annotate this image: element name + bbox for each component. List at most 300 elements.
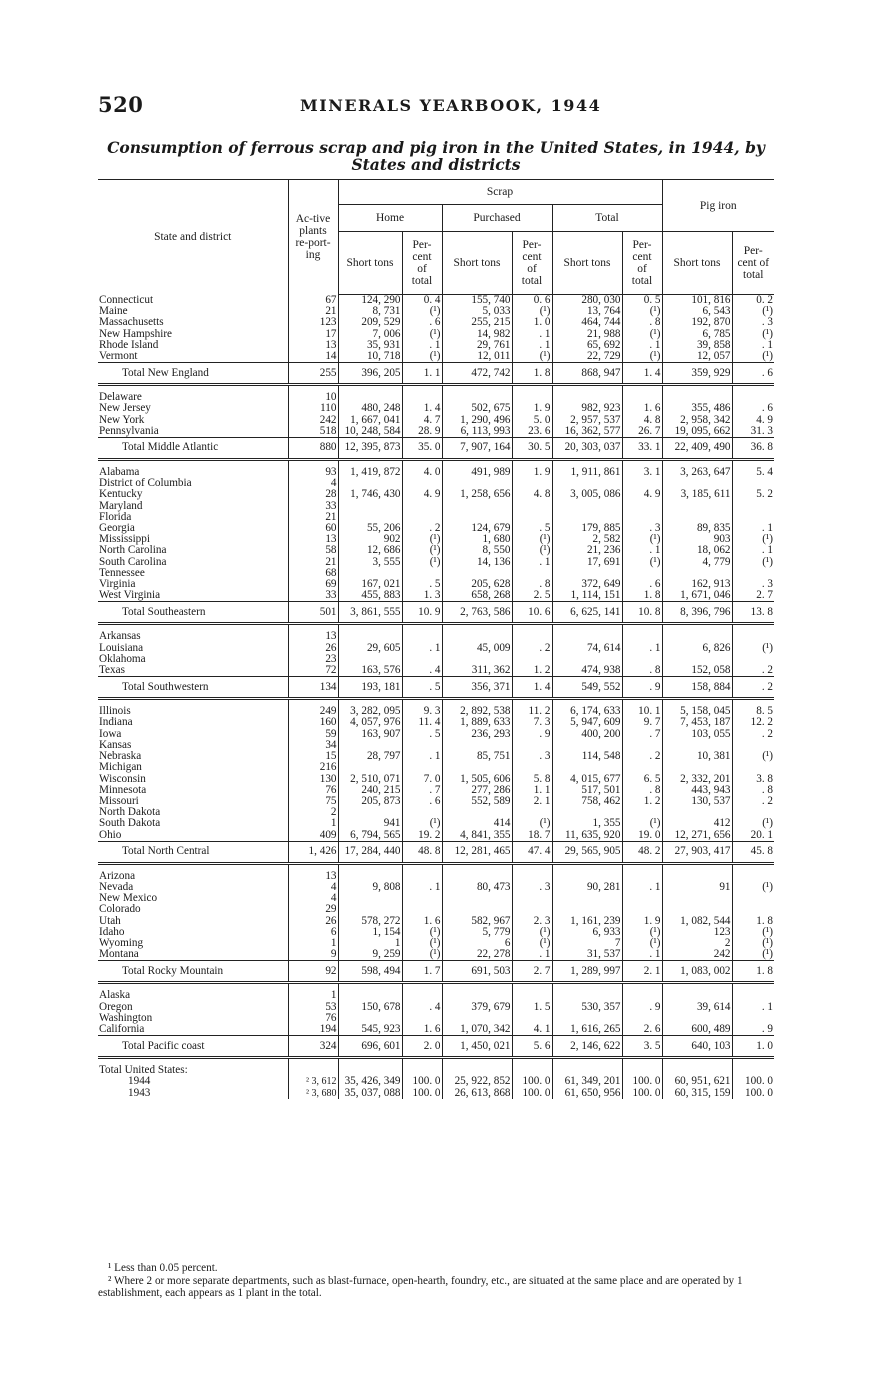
cell-pur-p: 100. 0 bbox=[512, 1076, 552, 1087]
cell-plants: 13 bbox=[288, 340, 338, 351]
cell-pur-p: (¹) bbox=[512, 534, 552, 545]
cell-tot-t: 372, 649 bbox=[552, 579, 622, 590]
cell-pur-p: 4. 8 bbox=[512, 489, 552, 500]
cell-pig-p: 4. 9 bbox=[732, 415, 774, 426]
col-pig-iron: Pig iron bbox=[662, 180, 774, 232]
cell-pig-t bbox=[662, 904, 732, 915]
cell-tot-p: . 2 bbox=[622, 751, 662, 762]
cell-home-p: . 4 bbox=[402, 1002, 442, 1013]
row-name: West Virginia bbox=[99, 590, 161, 602]
cell-home-p: . 5 bbox=[402, 729, 442, 740]
cell-tot-t: 11, 635, 920 bbox=[552, 830, 622, 842]
cell-pig-t: 640, 103 bbox=[662, 1036, 732, 1058]
cell-pig-p: 1. 8 bbox=[732, 961, 774, 983]
cell-tot-p: 1. 6 bbox=[622, 403, 662, 414]
row-name: Kentucky bbox=[99, 489, 143, 501]
cell-tot-t bbox=[552, 904, 622, 915]
cell-pig-p: . 1 bbox=[732, 523, 774, 534]
cell-home-p: 1. 6 bbox=[402, 916, 442, 927]
cell-pur-t: 22, 278 bbox=[442, 949, 512, 961]
cell-pig-t: 10, 381 bbox=[662, 751, 732, 762]
cell-pig-t: 903 bbox=[662, 534, 732, 545]
cell-pig-p: . 6 bbox=[732, 403, 774, 414]
cell-pur-t: 356, 371 bbox=[442, 677, 512, 699]
cell-home-t: 396, 205 bbox=[338, 363, 402, 385]
cell-tot-p: (¹) bbox=[622, 534, 662, 545]
cell-pig-t: 158, 884 bbox=[662, 677, 732, 699]
cell-pur-t: 1, 258, 656 bbox=[442, 489, 512, 500]
cell-tot-t: 6, 933 bbox=[552, 927, 622, 938]
row-name: 1944 bbox=[128, 1076, 151, 1088]
cell-tot-t: 280, 030 bbox=[552, 295, 622, 307]
row-name: Indiana bbox=[99, 717, 133, 729]
page-number: 520 bbox=[98, 92, 144, 117]
cell-home-p bbox=[402, 904, 442, 915]
cell-tot-p bbox=[622, 893, 662, 904]
cell-pur-t: 1, 450, 021 bbox=[442, 1036, 512, 1058]
cell-pig-p bbox=[732, 631, 774, 642]
cell-pig-p: . 3 bbox=[732, 579, 774, 590]
cell-home-p bbox=[402, 893, 442, 904]
cell-home-p: (¹) bbox=[402, 927, 442, 938]
cell-pur-t: 80, 473 bbox=[442, 882, 512, 893]
cell-home-t: 209, 529 bbox=[338, 317, 402, 328]
cell-pig-t: 2, 332, 201 bbox=[662, 774, 732, 785]
cell-tot-t: 22, 729 bbox=[552, 351, 622, 363]
table-row bbox=[98, 1024, 774, 1036]
cell-home-p: . 1 bbox=[402, 882, 442, 893]
cell-plants: 10 bbox=[288, 392, 338, 403]
cell-home-t: 150, 678 bbox=[338, 1002, 402, 1013]
cell-pig-p bbox=[732, 990, 774, 1001]
cell-pur-p: 2. 3 bbox=[512, 916, 552, 927]
row-name: Total United States: bbox=[99, 1065, 188, 1077]
cell-pur-t: 1, 889, 633 bbox=[442, 717, 512, 728]
row-name: Wisconsin bbox=[99, 773, 146, 785]
table-row bbox=[98, 830, 774, 842]
table-row bbox=[98, 990, 774, 1001]
row-name: North Carolina bbox=[99, 545, 167, 557]
cell-pig-t bbox=[662, 631, 732, 642]
cell-plants: 13 bbox=[288, 631, 338, 642]
cell-plants: 110 bbox=[288, 403, 338, 414]
cell-pur-t: 6, 113, 993 bbox=[442, 426, 512, 438]
cell-pig-p: 1. 0 bbox=[732, 1036, 774, 1058]
cell-home-t bbox=[338, 501, 402, 512]
row-name: 1943 bbox=[128, 1087, 151, 1099]
cell-pur-t: 85, 751 bbox=[442, 751, 512, 762]
cell-pig-p: (¹) bbox=[732, 351, 774, 363]
cell-pig-t: 22, 409, 490 bbox=[662, 438, 732, 460]
cell-pur-t: 26, 613, 868 bbox=[442, 1088, 512, 1099]
cell-home-p: 4. 0 bbox=[402, 467, 442, 478]
cell-tot-t: 5, 947, 609 bbox=[552, 717, 622, 728]
cell-plants: 59 bbox=[288, 729, 338, 740]
cell-pur-t: 155, 740 bbox=[442, 295, 512, 307]
cell-pig-p: 5. 2 bbox=[732, 489, 774, 500]
cell-pur-p: . 1 bbox=[512, 557, 552, 568]
cell-pur-p bbox=[512, 990, 552, 1001]
cell-pig-p: 13. 8 bbox=[732, 602, 774, 624]
cell-pur-t bbox=[442, 990, 512, 1001]
cell-tot-t: 13, 764 bbox=[552, 306, 622, 317]
cell-plants: 21 bbox=[288, 512, 338, 523]
running-title: MINERALS YEARBOOK, 1944 bbox=[300, 96, 602, 115]
cell-pig-t: 2, 958, 342 bbox=[662, 415, 732, 426]
cell-pig-p: 8. 5 bbox=[732, 706, 774, 717]
cell-tot-p: (¹) bbox=[622, 557, 662, 568]
cell-home-p bbox=[402, 631, 442, 642]
cell-plants: 58 bbox=[288, 545, 338, 556]
cell-home-p: 1. 1 bbox=[402, 363, 442, 385]
cell-pig-t: 192, 870 bbox=[662, 317, 732, 328]
cell-plants: 9 bbox=[288, 949, 338, 961]
cell-home-t: 35, 931 bbox=[338, 340, 402, 351]
cell-home-p bbox=[402, 762, 442, 773]
cell-pur-p: . 3 bbox=[512, 751, 552, 762]
cell-home-p: . 1 bbox=[402, 643, 442, 654]
cell-tot-t: 2, 582 bbox=[552, 534, 622, 545]
cell-pig-p: (¹) bbox=[732, 329, 774, 340]
cell-plants: 194 bbox=[288, 1024, 338, 1036]
cell-tot-t: 549, 552 bbox=[552, 677, 622, 699]
cell-home-p: 100. 0 bbox=[402, 1076, 442, 1087]
cell-plants: 4 bbox=[288, 893, 338, 904]
cell-pig-t: 152, 058 bbox=[662, 665, 732, 677]
cell-pig-p: (¹) bbox=[732, 534, 774, 545]
cell-pig-t: 3, 263, 647 bbox=[662, 467, 732, 478]
cell-pur-t bbox=[442, 631, 512, 642]
cell-plants: 75 bbox=[288, 796, 338, 807]
cell-plants bbox=[288, 1065, 338, 1076]
row-name: Wyoming bbox=[99, 937, 144, 949]
footnote-1: ¹ Less than 0.05 percent. bbox=[108, 1262, 218, 1274]
cell-tot-t: 90, 281 bbox=[552, 882, 622, 893]
cell-pur-t: 12, 011 bbox=[442, 351, 512, 363]
cell-plants: 68 bbox=[288, 568, 338, 579]
cell-tot-p: . 8 bbox=[622, 317, 662, 328]
cell-pur-t: 6 bbox=[442, 938, 512, 949]
cell-pig-t: 123 bbox=[662, 927, 732, 938]
cell-tot-t: 2, 957, 537 bbox=[552, 415, 622, 426]
cell-plants: 518 bbox=[288, 426, 338, 438]
row-name: Arizona bbox=[99, 870, 136, 882]
cell-pig-t: 60, 951, 621 bbox=[662, 1076, 732, 1087]
cell-pig-p: . 9 bbox=[732, 1024, 774, 1036]
cell-plants: 33 bbox=[288, 501, 338, 512]
col-pig-percent: Per-cent of total bbox=[732, 232, 774, 295]
cell-pur-p: 2. 5 bbox=[512, 590, 552, 602]
cell-tot-p: 10. 8 bbox=[622, 602, 662, 624]
col-pig-short-tons: Short tons bbox=[662, 232, 732, 295]
cell-pur-p: 47. 4 bbox=[512, 841, 552, 863]
cell-pig-t bbox=[662, 893, 732, 904]
row-name: Total Southwestern bbox=[98, 677, 288, 699]
cell-pig-t: 2 bbox=[662, 938, 732, 949]
cell-home-p: 48. 8 bbox=[402, 841, 442, 863]
row-name: Iowa bbox=[99, 728, 122, 740]
cell-pur-p: 1. 1 bbox=[512, 785, 552, 796]
row-name: South Dakota bbox=[99, 818, 161, 830]
cell-home-p: . 1 bbox=[402, 751, 442, 762]
cell-pur-t: 472, 742 bbox=[442, 363, 512, 385]
cell-home-t: 10, 718 bbox=[338, 351, 402, 363]
table-row bbox=[98, 762, 774, 773]
cell-home-p: . 6 bbox=[402, 317, 442, 328]
cell-tot-p: 26. 7 bbox=[622, 426, 662, 438]
cell-home-p: (¹) bbox=[402, 351, 442, 363]
cell-pig-t: 91 bbox=[662, 882, 732, 893]
cell-plants: 324 bbox=[288, 1036, 338, 1058]
cell-home-p: 19. 2 bbox=[402, 830, 442, 842]
cell-home-t: 29, 605 bbox=[338, 643, 402, 654]
row-name: Tennessee bbox=[99, 567, 145, 579]
row-name: Total New England bbox=[98, 363, 288, 385]
total-row bbox=[98, 363, 774, 385]
cell-tot-p: 9. 7 bbox=[622, 717, 662, 728]
row-name: Georgia bbox=[99, 523, 135, 535]
cell-pig-t: 5, 158, 045 bbox=[662, 706, 732, 717]
total-row bbox=[98, 841, 774, 863]
cell-tot-p: . 1 bbox=[622, 545, 662, 556]
table-row bbox=[98, 882, 774, 893]
cell-pig-t: 162, 913 bbox=[662, 579, 732, 590]
cell-pur-p: . 3 bbox=[512, 882, 552, 893]
cell-pig-p: 1. 8 bbox=[732, 916, 774, 927]
cell-tot-p: . 3 bbox=[622, 523, 662, 534]
cell-pig-p: 3. 8 bbox=[732, 774, 774, 785]
cell-pig-p bbox=[732, 762, 774, 773]
cell-pig-p bbox=[732, 904, 774, 915]
cell-home-p: 4. 9 bbox=[402, 489, 442, 500]
cell-tot-p: . 7 bbox=[622, 729, 662, 740]
cell-home-p: (¹) bbox=[402, 306, 442, 317]
cell-pur-p: (¹) bbox=[512, 818, 552, 829]
total-row bbox=[98, 1036, 774, 1058]
cell-home-t: 167, 021 bbox=[338, 579, 402, 590]
cell-pur-p: 2. 1 bbox=[512, 796, 552, 807]
table-row bbox=[98, 557, 774, 568]
cell-pig-p: (¹) bbox=[732, 557, 774, 568]
cell-pur-p: 5. 6 bbox=[512, 1036, 552, 1058]
cell-plants: 409 bbox=[288, 830, 338, 842]
cell-pig-t: 7, 453, 187 bbox=[662, 717, 732, 728]
cell-home-t: 12, 686 bbox=[338, 545, 402, 556]
cell-pur-t: 8, 550 bbox=[442, 545, 512, 556]
cell-pig-p: (¹) bbox=[732, 927, 774, 938]
cell-home-p bbox=[402, 501, 442, 512]
spacer-row bbox=[98, 1058, 774, 1066]
cell-home-p: (¹) bbox=[402, 938, 442, 949]
cell-pur-p: (¹) bbox=[512, 927, 552, 938]
cell-pur-t: 205, 628 bbox=[442, 579, 512, 590]
cell-pur-t: 2, 892, 538 bbox=[442, 706, 512, 717]
cell-pig-t: 1, 671, 046 bbox=[662, 590, 732, 602]
cell-pig-p: . 1 bbox=[732, 340, 774, 351]
cell-tot-t: 1, 289, 997 bbox=[552, 961, 622, 983]
table-row bbox=[98, 904, 774, 915]
cell-pur-t: 658, 268 bbox=[442, 590, 512, 602]
cell-pur-t: 2, 763, 586 bbox=[442, 602, 512, 624]
cell-tot-t bbox=[552, 631, 622, 642]
cell-pig-t: 1, 082, 544 bbox=[662, 916, 732, 927]
cell-tot-t: 21, 236 bbox=[552, 545, 622, 556]
table-row bbox=[98, 351, 774, 363]
spacer-row bbox=[98, 983, 774, 991]
cell-home-p: (¹) bbox=[402, 949, 442, 961]
cell-tot-t: 6, 625, 141 bbox=[552, 602, 622, 624]
row-name: South Carolina bbox=[99, 556, 167, 568]
cell-pig-t: 6, 543 bbox=[662, 306, 732, 317]
cell-pur-t: 14, 982 bbox=[442, 329, 512, 340]
cell-home-t: 8, 731 bbox=[338, 306, 402, 317]
cell-plants: 13 bbox=[288, 534, 338, 545]
table-row bbox=[98, 796, 774, 807]
cell-tot-p: 19. 0 bbox=[622, 830, 662, 842]
cell-home-t: 1 bbox=[338, 938, 402, 949]
cell-tot-p: . 1 bbox=[622, 643, 662, 654]
col-purchased-percent: Per-cent of total bbox=[512, 232, 552, 295]
cell-plants: 1, 426 bbox=[288, 841, 338, 863]
cell-pur-p: . 5 bbox=[512, 523, 552, 534]
col-home: Home bbox=[338, 205, 442, 232]
table-row bbox=[98, 467, 774, 478]
table-row bbox=[98, 403, 774, 414]
table-row bbox=[98, 489, 774, 500]
cell-plants: 76 bbox=[288, 1013, 338, 1024]
cell-pig-p: . 1 bbox=[732, 545, 774, 556]
cell-home-p: (¹) bbox=[402, 557, 442, 568]
cell-pur-p: . 1 bbox=[512, 340, 552, 351]
row-name: Texas bbox=[99, 665, 125, 677]
cell-plants: 216 bbox=[288, 762, 338, 773]
cell-pur-p: (¹) bbox=[512, 351, 552, 363]
row-name: Alabama bbox=[99, 467, 140, 479]
cell-pig-p: . 6 bbox=[732, 363, 774, 385]
cell-pur-p: (¹) bbox=[512, 545, 552, 556]
cell-pig-t: 18, 062 bbox=[662, 545, 732, 556]
row-name: Delaware bbox=[99, 392, 142, 404]
row-name: Utah bbox=[99, 915, 121, 927]
cell-pur-t: 1, 290, 496 bbox=[442, 415, 512, 426]
cell-home-t bbox=[338, 893, 402, 904]
cell-pig-t: 39, 614 bbox=[662, 1002, 732, 1013]
table-row bbox=[98, 893, 774, 904]
cell-tot-t: 20, 303, 037 bbox=[552, 438, 622, 460]
cell-plants: 76 bbox=[288, 785, 338, 796]
cell-tot-p: 0. 5 bbox=[622, 295, 662, 307]
cell-home-t: 1, 746, 430 bbox=[338, 489, 402, 500]
cell-home-t: 902 bbox=[338, 534, 402, 545]
col-scrap: Scrap bbox=[338, 180, 662, 205]
row-name: Pennsylvania bbox=[99, 425, 159, 437]
cell-pig-p: (¹) bbox=[732, 643, 774, 654]
cell-plants: 60 bbox=[288, 523, 338, 534]
cell-plants: 134 bbox=[288, 677, 338, 699]
cell-home-t: 35, 426, 349 bbox=[338, 1076, 402, 1087]
cell-home-t: 598, 494 bbox=[338, 961, 402, 983]
cell-pig-p: (¹) bbox=[732, 938, 774, 949]
cell-home-p: 0. 4 bbox=[402, 295, 442, 307]
cell-tot-p: (¹) bbox=[622, 818, 662, 829]
cell-home-p: (¹) bbox=[402, 818, 442, 829]
cell-pig-p: 0. 2 bbox=[732, 295, 774, 307]
row-name: Louisiana bbox=[99, 642, 144, 654]
cell-plants: 130 bbox=[288, 774, 338, 785]
table-row bbox=[98, 643, 774, 654]
row-name: Michigan bbox=[99, 762, 142, 774]
col-plants: Ac-tive plants re-port-ing bbox=[288, 180, 338, 295]
row-name: Total Pacific coast bbox=[98, 1036, 288, 1058]
row-name: Montana bbox=[99, 949, 139, 961]
cell-pur-t: 502, 675 bbox=[442, 403, 512, 414]
cell-plants: 92 bbox=[288, 961, 338, 983]
cell-pur-p: . 9 bbox=[512, 729, 552, 740]
row-name: Virginia bbox=[99, 579, 136, 591]
cell-tot-t: 1, 911, 861 bbox=[552, 467, 622, 478]
row-name: North Dakota bbox=[99, 807, 161, 819]
cell-tot-t: 4, 015, 677 bbox=[552, 774, 622, 785]
table-title: Consumption of ferrous scrap and pig iron in the United States, in 1944, by States and districts bbox=[107, 138, 765, 174]
col-home-percent: Per-cent of total bbox=[402, 232, 442, 295]
cell-home-t: 10, 248, 584 bbox=[338, 426, 402, 438]
cell-pig-p: 36. 8 bbox=[732, 438, 774, 460]
cell-pur-p bbox=[512, 762, 552, 773]
cell-tot-t: 65, 692 bbox=[552, 340, 622, 351]
cell-pur-t: 1, 680 bbox=[442, 534, 512, 545]
cell-plants: 2 bbox=[288, 807, 338, 818]
cell-home-p: . 2 bbox=[402, 523, 442, 534]
cell-tot-t: 1, 161, 239 bbox=[552, 916, 622, 927]
cell-tot-t: 474, 938 bbox=[552, 665, 622, 677]
cell-pur-t: 5, 033 bbox=[442, 306, 512, 317]
cell-pur-t: 379, 679 bbox=[442, 1002, 512, 1013]
cell-pig-p: . 8 bbox=[732, 785, 774, 796]
row-name: Mississippi bbox=[99, 534, 150, 546]
cell-home-t bbox=[338, 631, 402, 642]
cell-pig-p: (¹) bbox=[732, 882, 774, 893]
cell-home-t: 35, 037, 088 bbox=[338, 1088, 402, 1099]
cell-pur-t: 691, 503 bbox=[442, 961, 512, 983]
cell-pur-t: 1, 505, 606 bbox=[442, 774, 512, 785]
cell-home-t: 4, 057, 976 bbox=[338, 717, 402, 728]
cell-pur-t: 236, 293 bbox=[442, 729, 512, 740]
cell-tot-t: 61, 650, 956 bbox=[552, 1088, 622, 1099]
cell-home-p: 35. 0 bbox=[402, 438, 442, 460]
cell-tot-p: 2. 6 bbox=[622, 1024, 662, 1036]
cell-plants: 53 bbox=[288, 1002, 338, 1013]
cell-plants: 21 bbox=[288, 306, 338, 317]
cell-pur-p: 4. 1 bbox=[512, 1024, 552, 1036]
row-name: Florida bbox=[99, 511, 132, 523]
cell-tot-p: 100. 0 bbox=[622, 1088, 662, 1099]
cell-tot-p: 100. 0 bbox=[622, 1076, 662, 1087]
row-name: Total Middle Atlantic bbox=[98, 438, 288, 460]
spacer-row bbox=[98, 385, 774, 393]
cell-home-p: 28. 9 bbox=[402, 426, 442, 438]
cell-tot-p: 48. 2 bbox=[622, 841, 662, 863]
cell-home-t: 7, 006 bbox=[338, 329, 402, 340]
cell-plants: 69 bbox=[288, 579, 338, 590]
cell-pur-p: 1. 8 bbox=[512, 363, 552, 385]
row-name: California bbox=[99, 1023, 145, 1035]
cell-home-t: 941 bbox=[338, 818, 402, 829]
cell-pig-t: 27, 903, 417 bbox=[662, 841, 732, 863]
cell-pur-t: 1, 070, 342 bbox=[442, 1024, 512, 1036]
cell-tot-t: 16, 362, 577 bbox=[552, 426, 622, 438]
cell-plants: 26 bbox=[288, 643, 338, 654]
cell-pur-p bbox=[512, 893, 552, 904]
